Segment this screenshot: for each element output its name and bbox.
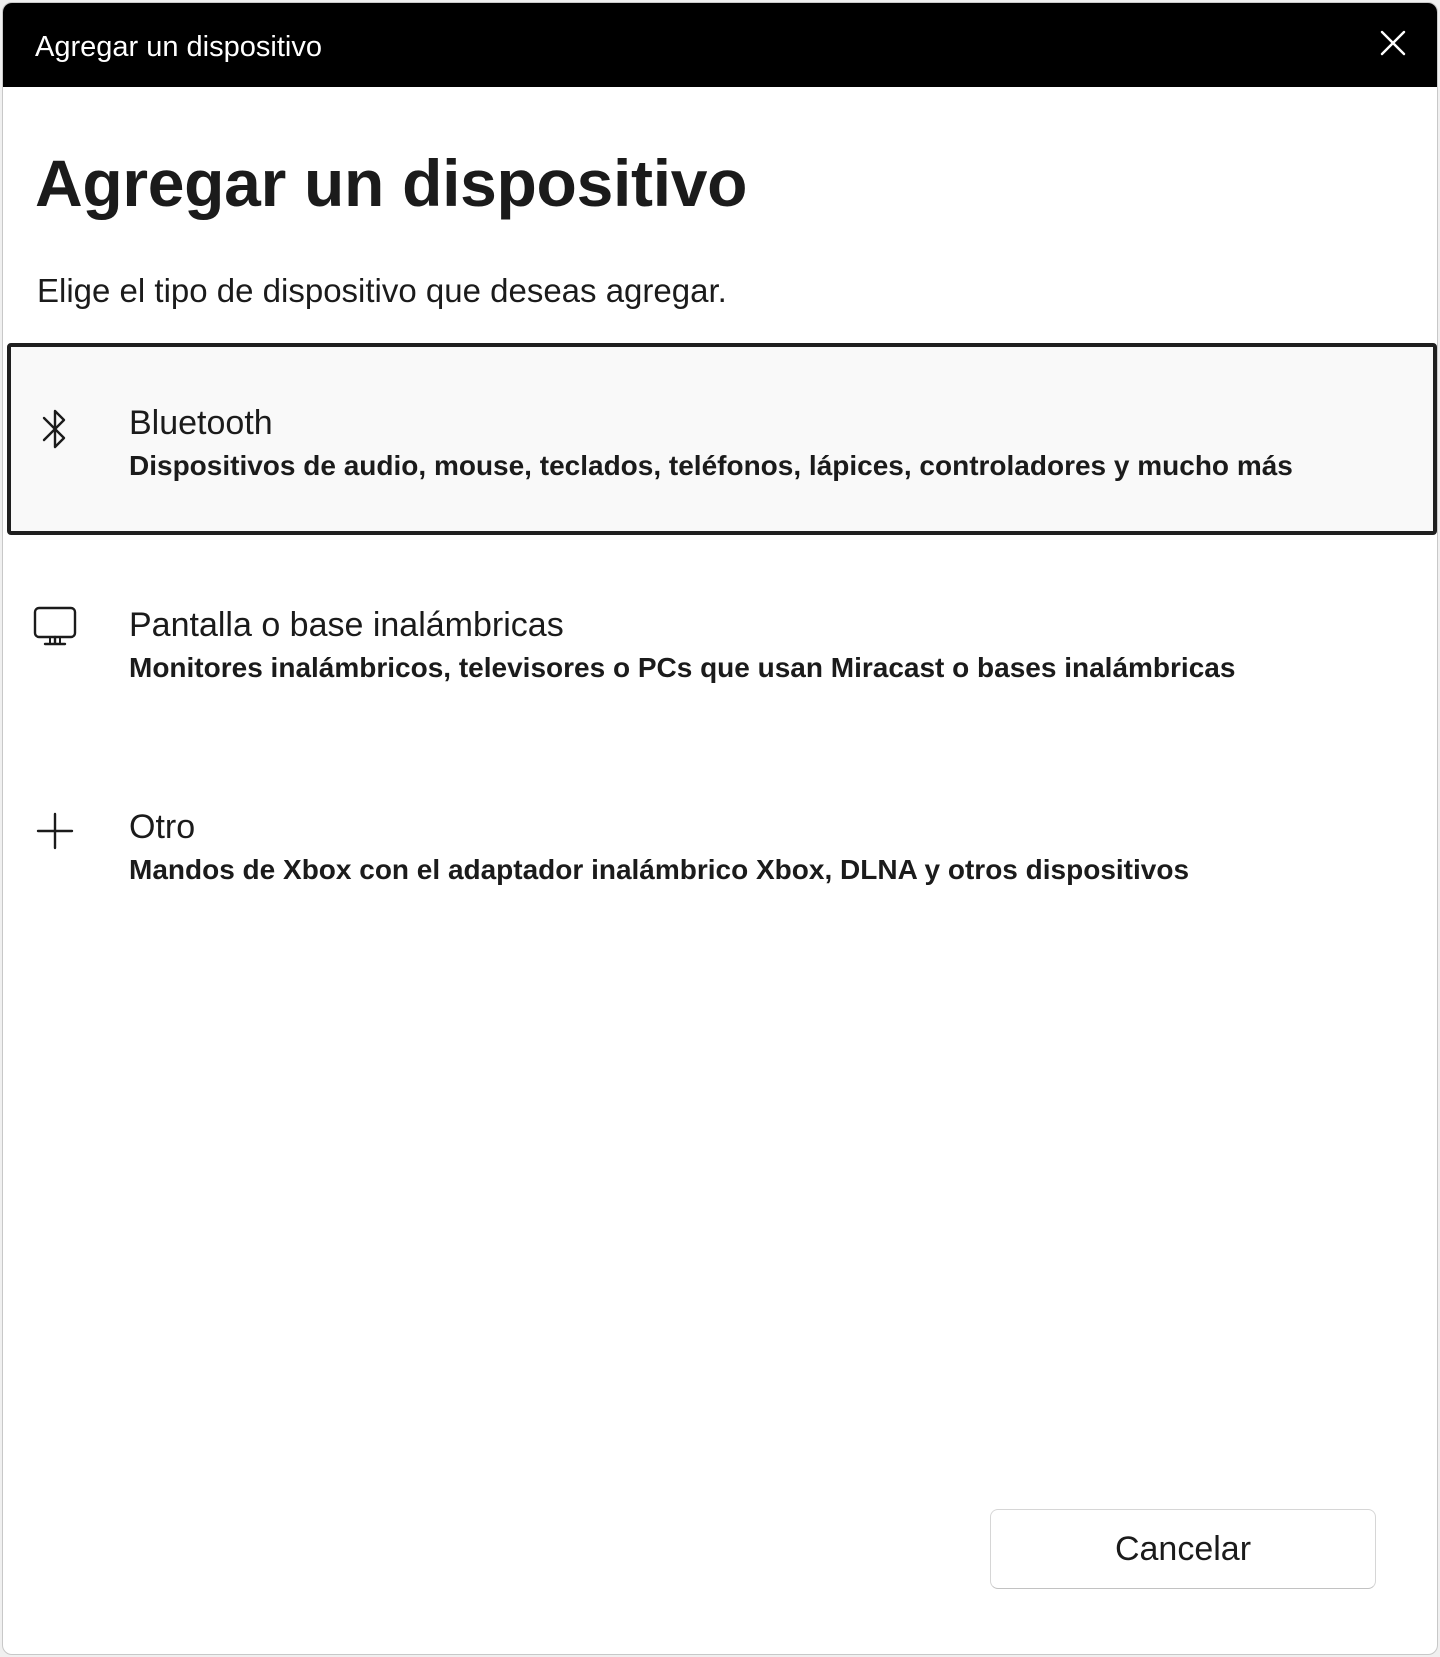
monitor-icon <box>29 601 81 653</box>
bluetooth-icon <box>29 403 81 455</box>
plus-icon <box>29 805 81 857</box>
page-subtitle: Elige el tipo de dispositivo que deseas agregar. <box>37 272 727 309</box>
cancel-button[interactable]: Cancelar <box>990 1509 1376 1589</box>
option-other-description: Mandos de Xbox con el adaptador inalámbrico Xbox, DLNA y otros dispositivos <box>129 854 1190 885</box>
option-wireless-display-description: Monitores inalámbricos, televisores o PCs que usan Miracast o bases inalámbricas <box>129 652 1236 683</box>
option-bluetooth-label: Bluetooth <box>129 404 273 442</box>
option-other-label: Otro <box>129 808 196 846</box>
close-icon <box>1379 29 1407 62</box>
close-button[interactable] <box>1363 15 1423 75</box>
page-title: Agregar un dispositivo <box>35 146 748 220</box>
add-device-dialog <box>2 2 1438 1655</box>
window-title: Agregar un dispositivo <box>35 31 322 63</box>
option-wireless-display-label: Pantalla o base inalámbricas <box>129 606 564 644</box>
option-bluetooth[interactable] <box>7 343 1437 535</box>
option-other[interactable] <box>7 749 1437 941</box>
option-bluetooth-description: Dispositivos de audio, mouse, teclados, teléfonos, lápices, controladores y mucho más <box>129 450 1293 481</box>
option-wireless-display[interactable] <box>7 547 1437 739</box>
title-bar <box>3 3 1437 87</box>
